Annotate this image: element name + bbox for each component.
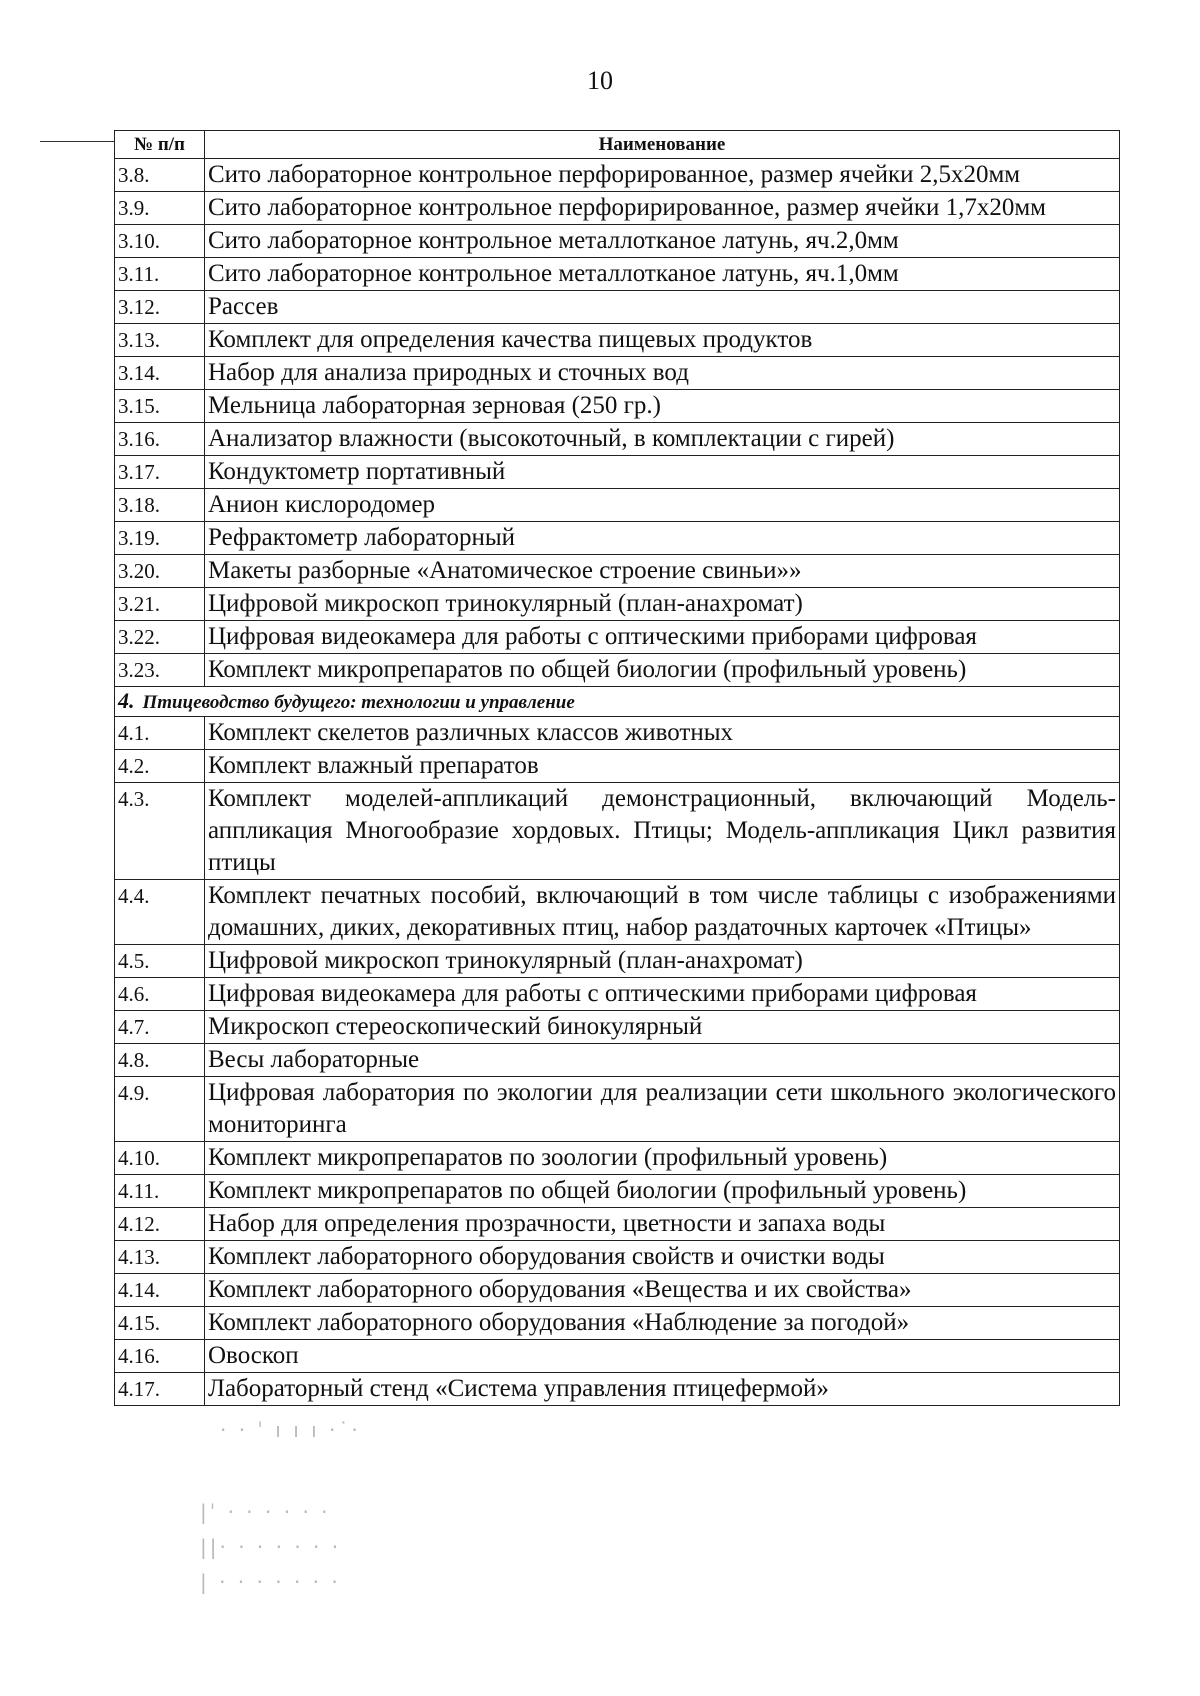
row-name: Набор для анализа природных и сточных вод xyxy=(205,357,1120,390)
row-name: Мельница лабораторная зерновая (250 гр.) xyxy=(205,390,1120,423)
table-row xyxy=(115,489,1120,522)
table-row xyxy=(115,1307,1120,1340)
table-row xyxy=(115,654,1120,687)
table-header-row xyxy=(115,131,1120,159)
row-number: 4.13. xyxy=(115,1241,205,1274)
table-row xyxy=(115,1274,1120,1307)
row-name: Комплект лабораторного оборудования «Вещества и их свойства» xyxy=(205,1274,1120,1307)
table-row xyxy=(115,783,1120,880)
row-name: Комплект лабораторного оборудования свойств и очистки воды xyxy=(205,1241,1120,1274)
section-title xyxy=(115,687,1120,717)
row-name: Комплект микропрепаратов по зоологии (профильный уровень) xyxy=(205,1142,1120,1175)
equipment-table xyxy=(114,130,1120,1406)
table-row xyxy=(115,1241,1120,1274)
row-number: 3.10. xyxy=(115,225,205,258)
row-number: 4.10. xyxy=(115,1142,205,1175)
table-row xyxy=(115,324,1120,357)
column-header-number: № п/п xyxy=(115,131,205,159)
row-name: Рефрактометр лабораторный xyxy=(205,522,1120,555)
table-row xyxy=(115,717,1120,750)
table-row xyxy=(115,978,1120,1011)
row-name: Комплект лабораторного оборудования «Наблюдение за погодой» xyxy=(205,1307,1120,1340)
table-row xyxy=(115,880,1120,945)
row-name: Сито лабораторное контрольное перфорированное, размер ячейки 2,5х20мм xyxy=(205,159,1120,192)
bleed-through-mark: ||· · · · · · · xyxy=(200,1535,342,1559)
table-row xyxy=(115,423,1120,456)
row-number: 4.9. xyxy=(115,1077,205,1142)
row-name: Кондуктометр портативный xyxy=(205,456,1120,489)
page-number: 10 xyxy=(587,66,613,95)
row-name: Комплект микропрепаратов по общей биологии (профильный уровень) xyxy=(205,1175,1120,1208)
table-row xyxy=(115,1175,1120,1208)
row-name: Весы лабораторные xyxy=(205,1044,1120,1077)
section-3-rows xyxy=(115,159,1120,687)
bleed-through-mark: | · · · · · · · xyxy=(200,1570,341,1594)
row-number: 3.17. xyxy=(115,456,205,489)
row-number: 4.3. xyxy=(115,783,205,880)
table-row xyxy=(115,1077,1120,1142)
row-number: 4.2. xyxy=(115,750,205,783)
row-number: 3.15. xyxy=(115,390,205,423)
row-number: 4.17. xyxy=(115,1373,205,1406)
table-row xyxy=(115,456,1120,489)
row-number: 3.14. xyxy=(115,357,205,390)
row-name: Лабораторный стенд «Система управления птицефермой» xyxy=(205,1373,1120,1406)
section-number: 4. xyxy=(118,688,135,713)
row-name: Цифровая лаборатория по экологии для реализации сети школьного экологического мониторинга xyxy=(205,1077,1120,1142)
row-number: 3.20. xyxy=(115,555,205,588)
row-number: 4.16. xyxy=(115,1340,205,1373)
table-row xyxy=(115,1373,1120,1406)
table-row xyxy=(115,192,1120,225)
row-number: 3.8. xyxy=(115,159,205,192)
row-number: 3.18. xyxy=(115,489,205,522)
row-name: Анализатор влажности (высокоточный, в комплектации с гирей) xyxy=(205,423,1120,456)
section-name: Птицеводство будущего: технологии и управление xyxy=(142,692,575,713)
table-row xyxy=(115,1011,1120,1044)
table-row xyxy=(115,621,1120,654)
row-name: Овоскоп xyxy=(205,1340,1120,1373)
table-row xyxy=(115,750,1120,783)
row-name: Рассев xyxy=(205,291,1120,324)
column-header-name: Наименование xyxy=(205,131,1120,159)
row-number: 4.11. xyxy=(115,1175,205,1208)
row-name: Цифровая видеокамера для работы с оптическими приборами цифровая xyxy=(205,978,1120,1011)
table-row xyxy=(115,390,1120,423)
section-title-row xyxy=(115,687,1120,717)
row-number: 4.7. xyxy=(115,1011,205,1044)
row-number: 3.13. xyxy=(115,324,205,357)
table-row xyxy=(115,159,1120,192)
row-name: Макеты разборные «Анатомическое строение свиньи»» xyxy=(205,555,1120,588)
row-name: Набор для определения прозрачности, цветности и запаха воды xyxy=(205,1208,1120,1241)
row-name: Комплект для определения качества пищевых продуктов xyxy=(205,324,1120,357)
row-number: 3.19. xyxy=(115,522,205,555)
header-dash-line xyxy=(40,141,115,142)
table-row xyxy=(115,1208,1120,1241)
section-4-header xyxy=(115,687,1120,717)
table-row xyxy=(115,1340,1120,1373)
row-number: 3.9. xyxy=(115,192,205,225)
table-row xyxy=(115,945,1120,978)
row-name: Комплект моделей-аппликаций демонстрационный, включающий Модель-аппликация Многообразие хордовых. Птицы; Модель-аппликация Цикл развития птицы xyxy=(205,783,1120,880)
row-name: Комплект печатных пособий, включающий в том числе таблицы с изображениями домашних, диких, декоративных птиц, набор раздаточных карточек «Птицы» xyxy=(205,880,1120,945)
row-number: 3.11. xyxy=(115,258,205,291)
row-number: 4.5. xyxy=(115,945,205,978)
row-number: 4.14. xyxy=(115,1274,205,1307)
bleed-through-mark: · · ˈ ı ı ı ·˙· xyxy=(220,1418,361,1442)
row-name: Комплект микропрепаратов по общей биологии (профильный уровень) xyxy=(205,654,1120,687)
table-row xyxy=(115,1044,1120,1077)
row-name: Сито лабораторное контрольное перфорирированное, размер ячейки 1,7х20мм xyxy=(205,192,1120,225)
row-name: Сито лабораторное контрольное металлотканое латунь, яч.2,0мм xyxy=(205,225,1120,258)
row-number: 4.6. xyxy=(115,978,205,1011)
row-number: 4.15. xyxy=(115,1307,205,1340)
table-row xyxy=(115,588,1120,621)
row-number: 3.12. xyxy=(115,291,205,324)
table-row xyxy=(115,291,1120,324)
row-name: Анион кислородомер xyxy=(205,489,1120,522)
row-name: Комплект влажный препаратов xyxy=(205,750,1120,783)
table-row xyxy=(115,522,1120,555)
table-row xyxy=(115,357,1120,390)
table-row xyxy=(115,258,1120,291)
table-row xyxy=(115,1142,1120,1175)
row-number: 4.12. xyxy=(115,1208,205,1241)
row-number: 3.22. xyxy=(115,621,205,654)
bleed-through-mark: |ˈ · · · · · · xyxy=(200,1500,331,1524)
row-number: 3.21. xyxy=(115,588,205,621)
row-name: Цифровой микроскоп тринокулярный (план-анахромат) xyxy=(205,945,1120,978)
row-number: 4.1. xyxy=(115,717,205,750)
table-row xyxy=(115,225,1120,258)
row-number: 3.16. xyxy=(115,423,205,456)
row-name: Цифровая видеокамера для работы с оптическими приборами цифровая xyxy=(205,621,1120,654)
row-number: 4.4. xyxy=(115,880,205,945)
row-number: 4.8. xyxy=(115,1044,205,1077)
table-row xyxy=(115,555,1120,588)
row-number: 3.23. xyxy=(115,654,205,687)
row-name: Микроскоп стереоскопический бинокулярный xyxy=(205,1011,1120,1044)
row-name: Комплект скелетов различных классов животных xyxy=(205,717,1120,750)
row-name: Цифровой микроскоп тринокулярный (план-анахромат) xyxy=(205,588,1120,621)
row-name: Сито лабораторное контрольное металлотканое латунь, яч.1,0мм xyxy=(205,258,1120,291)
section-4-rows xyxy=(115,717,1120,1406)
